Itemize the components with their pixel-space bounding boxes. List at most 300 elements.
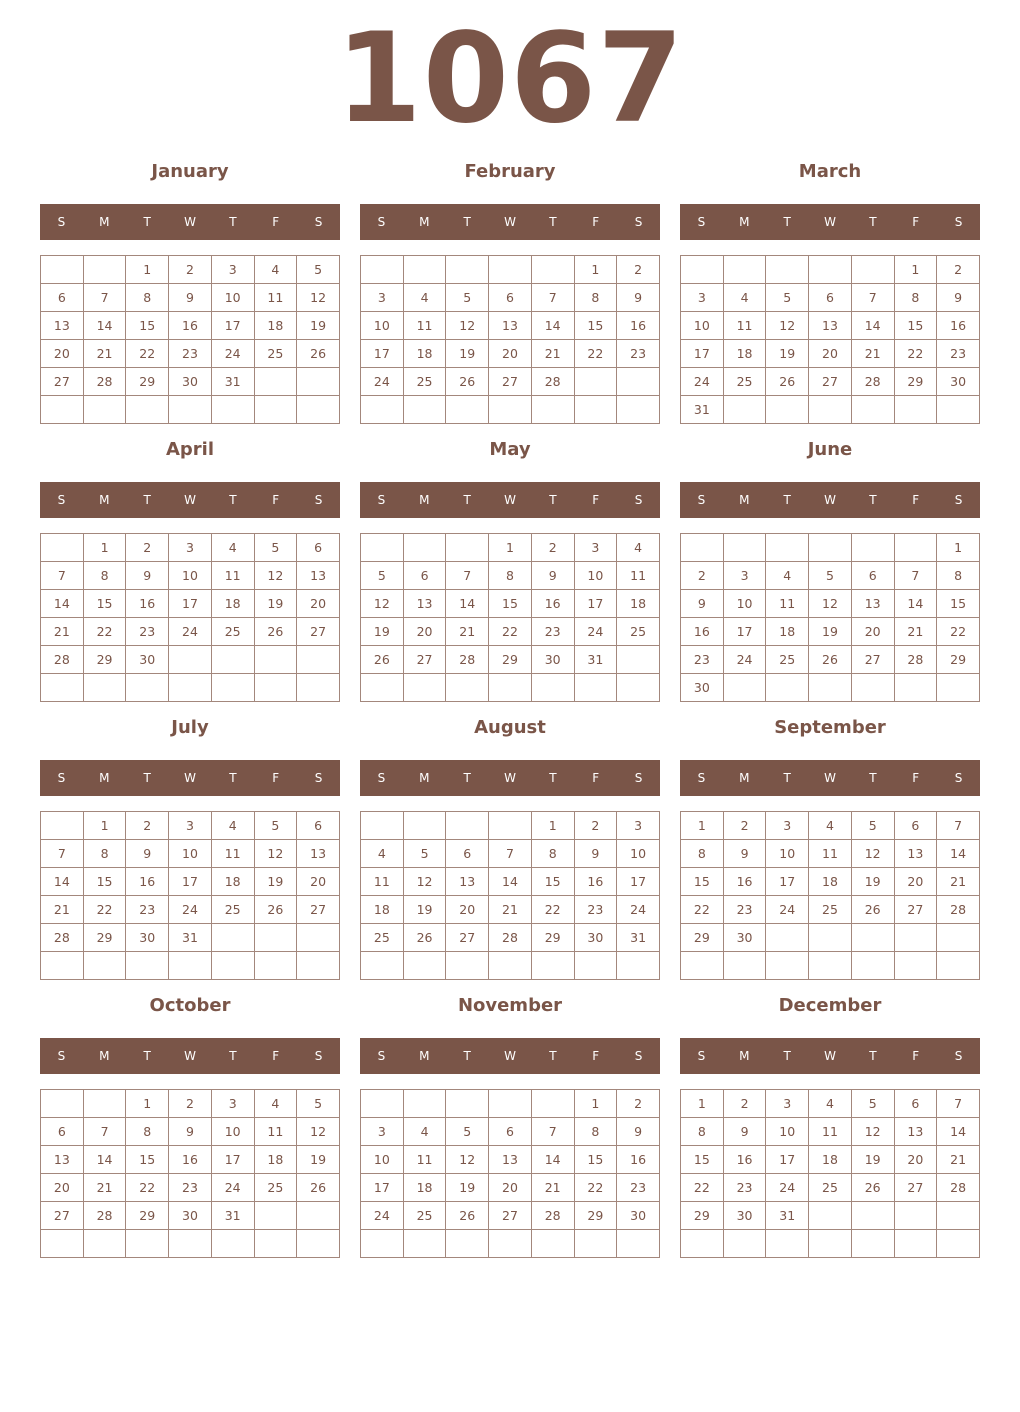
day-cell: 2 xyxy=(531,534,574,562)
day-cell xyxy=(446,674,489,702)
weekday-label: W xyxy=(184,215,196,229)
day-cell: 5 xyxy=(446,284,489,312)
day-cell xyxy=(41,396,84,424)
day-cell: 28 xyxy=(851,368,894,396)
day-cell xyxy=(41,952,84,980)
day-grid xyxy=(680,1089,980,1258)
week-row xyxy=(361,1202,660,1230)
week-row xyxy=(681,1174,980,1202)
day-cell: 17 xyxy=(766,1146,809,1174)
day-cell: 18 xyxy=(809,1146,852,1174)
day-cell: 12 xyxy=(809,590,852,618)
day-cell: 16 xyxy=(169,312,212,340)
day-cell: 20 xyxy=(894,1146,937,1174)
month-name: March xyxy=(798,161,862,182)
day-cell: 18 xyxy=(403,340,446,368)
day-cell xyxy=(126,674,169,702)
day-cell: 7 xyxy=(41,562,84,590)
day-cell xyxy=(254,1230,297,1258)
day-cell: 21 xyxy=(894,618,937,646)
day-cell: 15 xyxy=(83,868,126,896)
day-cell xyxy=(574,1230,617,1258)
weekday-label: S xyxy=(634,771,643,785)
weekday-header xyxy=(40,482,340,518)
week-row xyxy=(681,534,980,562)
day-cell: 14 xyxy=(531,312,574,340)
day-cell: 21 xyxy=(937,868,980,896)
weekday-label: W xyxy=(184,1049,196,1063)
day-cell: 2 xyxy=(937,256,980,284)
day-cell: 25 xyxy=(211,896,254,924)
weekday-label: W xyxy=(504,1049,516,1063)
day-grid xyxy=(360,255,660,424)
day-cell xyxy=(809,952,852,980)
week-row xyxy=(361,924,660,952)
day-cell xyxy=(809,534,852,562)
day-cell: 24 xyxy=(169,896,212,924)
weekday-label: T xyxy=(549,771,557,785)
day-cell xyxy=(937,674,980,702)
weekday-label: S xyxy=(954,493,963,507)
day-cell: 19 xyxy=(361,618,404,646)
weekday-label: T xyxy=(463,493,471,507)
weekday-label: F xyxy=(912,771,920,785)
day-cell xyxy=(254,368,297,396)
day-cell xyxy=(723,674,766,702)
day-cell: 19 xyxy=(851,868,894,896)
weekday-label: T xyxy=(229,493,237,507)
day-cell: 17 xyxy=(681,340,724,368)
day-cell: 15 xyxy=(681,868,724,896)
week-row xyxy=(41,868,340,896)
day-cell xyxy=(937,924,980,952)
day-cell: 22 xyxy=(681,896,724,924)
month-name: April xyxy=(165,439,215,460)
day-cell: 27 xyxy=(41,368,84,396)
weekday-label: S xyxy=(314,493,323,507)
day-cell: 11 xyxy=(403,1146,446,1174)
day-cell: 16 xyxy=(126,590,169,618)
day-grid xyxy=(40,1089,340,1258)
weekday-label: M xyxy=(99,771,110,785)
weekday-header xyxy=(360,482,660,518)
day-cell xyxy=(809,1230,852,1258)
day-cell: 5 xyxy=(254,534,297,562)
weekday-header xyxy=(40,1038,340,1074)
day-cell xyxy=(766,674,809,702)
day-cell: 5 xyxy=(851,812,894,840)
weekday-label: T xyxy=(143,1049,151,1063)
day-cell: 7 xyxy=(894,562,937,590)
day-cell: 31 xyxy=(766,1202,809,1230)
month-name: May xyxy=(489,439,531,460)
weekday-label: S xyxy=(377,493,386,507)
day-cell xyxy=(83,1090,126,1118)
day-cell xyxy=(297,368,340,396)
day-cell: 12 xyxy=(766,312,809,340)
day-cell: 9 xyxy=(723,840,766,868)
day-cell: 5 xyxy=(361,562,404,590)
day-cell: 10 xyxy=(211,1118,254,1146)
day-cell: 10 xyxy=(361,312,404,340)
day-cell: 31 xyxy=(574,646,617,674)
day-cell: 17 xyxy=(766,868,809,896)
day-cell: 4 xyxy=(211,534,254,562)
day-cell xyxy=(723,256,766,284)
day-cell xyxy=(254,674,297,702)
day-cell xyxy=(531,256,574,284)
weekday-label: S xyxy=(954,771,963,785)
day-cell: 12 xyxy=(446,312,489,340)
day-cell: 25 xyxy=(361,924,404,952)
day-cell xyxy=(254,1202,297,1230)
day-cell: 30 xyxy=(531,646,574,674)
day-cell: 17 xyxy=(361,1174,404,1202)
weekday-label: S xyxy=(377,1049,386,1063)
day-cell: 6 xyxy=(809,284,852,312)
day-cell: 9 xyxy=(681,590,724,618)
day-cell xyxy=(403,674,446,702)
day-cell: 12 xyxy=(851,1118,894,1146)
day-cell xyxy=(211,646,254,674)
day-cell: 16 xyxy=(723,1146,766,1174)
day-cell xyxy=(489,1230,532,1258)
month-name: June xyxy=(807,439,853,460)
day-cell: 16 xyxy=(617,312,660,340)
day-cell xyxy=(723,396,766,424)
day-cell: 28 xyxy=(446,646,489,674)
week-row xyxy=(681,812,980,840)
day-cell: 4 xyxy=(809,1090,852,1118)
weekday-label: W xyxy=(504,771,516,785)
day-cell: 30 xyxy=(937,368,980,396)
weekday-label: T xyxy=(869,1049,877,1063)
day-cell: 3 xyxy=(723,562,766,590)
day-cell xyxy=(83,952,126,980)
weekday-label: M xyxy=(739,1049,750,1063)
day-cell: 14 xyxy=(446,590,489,618)
day-cell: 21 xyxy=(531,1174,574,1202)
day-cell xyxy=(297,1230,340,1258)
weekday-label: T xyxy=(783,771,791,785)
day-cell: 1 xyxy=(126,1090,169,1118)
day-cell: 29 xyxy=(574,1202,617,1230)
day-cell: 31 xyxy=(169,924,212,952)
day-cell: 19 xyxy=(809,618,852,646)
day-cell: 6 xyxy=(894,1090,937,1118)
weekday-label: S xyxy=(314,215,323,229)
day-cell xyxy=(617,396,660,424)
day-cell: 2 xyxy=(681,562,724,590)
day-cell: 5 xyxy=(446,1118,489,1146)
weekday-label: W xyxy=(824,1049,836,1063)
weekday-label: T xyxy=(869,493,877,507)
weekday-label: S xyxy=(57,771,66,785)
day-cell: 8 xyxy=(681,1118,724,1146)
day-cell: 24 xyxy=(211,1174,254,1202)
day-cell: 26 xyxy=(254,618,297,646)
day-cell xyxy=(531,396,574,424)
day-cell: 6 xyxy=(489,1118,532,1146)
day-cell: 19 xyxy=(446,1174,489,1202)
week-row xyxy=(41,618,340,646)
day-cell: 29 xyxy=(681,1202,724,1230)
week-row xyxy=(681,256,980,284)
week-row xyxy=(41,256,340,284)
day-grid xyxy=(680,255,980,424)
month-name: August xyxy=(474,717,546,738)
week-row xyxy=(41,840,340,868)
day-cell: 18 xyxy=(211,868,254,896)
day-cell xyxy=(723,952,766,980)
day-cell xyxy=(489,952,532,980)
day-cell xyxy=(446,812,489,840)
day-cell: 23 xyxy=(937,340,980,368)
day-cell xyxy=(894,952,937,980)
day-cell: 18 xyxy=(254,1146,297,1174)
day-cell: 24 xyxy=(723,646,766,674)
day-cell: 26 xyxy=(446,1202,489,1230)
day-cell: 18 xyxy=(766,618,809,646)
day-cell: 15 xyxy=(531,868,574,896)
day-cell: 29 xyxy=(126,368,169,396)
weekday-label: M xyxy=(419,493,430,507)
day-cell xyxy=(681,256,724,284)
day-cell: 26 xyxy=(809,646,852,674)
day-cell: 29 xyxy=(126,1202,169,1230)
day-cell: 22 xyxy=(489,618,532,646)
weekday-label: T xyxy=(463,771,471,785)
day-cell: 31 xyxy=(211,368,254,396)
weekday-label: F xyxy=(272,1049,280,1063)
weekday-label: T xyxy=(783,1049,791,1063)
day-cell: 29 xyxy=(681,924,724,952)
day-cell xyxy=(126,1230,169,1258)
day-cell xyxy=(617,368,660,396)
day-cell xyxy=(83,256,126,284)
day-cell: 9 xyxy=(126,840,169,868)
week-row xyxy=(361,368,660,396)
day-cell xyxy=(937,1202,980,1230)
week-row xyxy=(681,924,980,952)
day-cell: 10 xyxy=(766,840,809,868)
week-row xyxy=(361,952,660,980)
day-grid xyxy=(360,811,660,980)
day-cell xyxy=(809,256,852,284)
day-cell: 28 xyxy=(531,368,574,396)
day-cell: 12 xyxy=(297,284,340,312)
day-cell: 4 xyxy=(403,1118,446,1146)
day-cell: 6 xyxy=(489,284,532,312)
day-cell xyxy=(361,1230,404,1258)
day-cell xyxy=(361,812,404,840)
day-cell xyxy=(894,1230,937,1258)
day-cell: 5 xyxy=(254,812,297,840)
day-cell: 17 xyxy=(723,618,766,646)
day-cell: 7 xyxy=(83,284,126,312)
day-cell: 11 xyxy=(211,840,254,868)
day-cell: 23 xyxy=(169,1174,212,1202)
day-cell xyxy=(574,368,617,396)
day-cell xyxy=(403,812,446,840)
day-grid xyxy=(680,811,980,980)
day-cell: 24 xyxy=(766,1174,809,1202)
day-cell: 17 xyxy=(574,590,617,618)
day-cell: 30 xyxy=(126,924,169,952)
day-cell: 15 xyxy=(83,590,126,618)
weekday-label: F xyxy=(592,215,600,229)
week-row xyxy=(361,312,660,340)
week-row xyxy=(41,1090,340,1118)
week-row xyxy=(681,868,980,896)
day-cell: 7 xyxy=(83,1118,126,1146)
day-cell: 11 xyxy=(403,312,446,340)
day-cell: 1 xyxy=(574,1090,617,1118)
day-cell xyxy=(574,952,617,980)
week-row xyxy=(681,340,980,368)
week-row xyxy=(41,1202,340,1230)
day-cell: 21 xyxy=(446,618,489,646)
day-cell: 14 xyxy=(489,868,532,896)
day-cell xyxy=(851,952,894,980)
week-row xyxy=(681,312,980,340)
day-cell: 22 xyxy=(574,1174,617,1202)
day-cell: 15 xyxy=(126,1146,169,1174)
day-cell: 29 xyxy=(937,646,980,674)
day-cell xyxy=(361,674,404,702)
day-cell: 29 xyxy=(83,646,126,674)
week-row xyxy=(361,1090,660,1118)
week-row xyxy=(361,868,660,896)
day-cell xyxy=(403,534,446,562)
day-cell: 27 xyxy=(894,1174,937,1202)
day-cell xyxy=(403,952,446,980)
day-cell: 20 xyxy=(851,618,894,646)
day-cell: 17 xyxy=(169,868,212,896)
day-cell xyxy=(83,1230,126,1258)
day-cell xyxy=(41,534,84,562)
day-cell xyxy=(41,1230,84,1258)
day-cell: 5 xyxy=(403,840,446,868)
day-cell: 13 xyxy=(403,590,446,618)
weekday-label: W xyxy=(184,493,196,507)
day-cell xyxy=(211,396,254,424)
day-cell xyxy=(83,396,126,424)
day-cell: 21 xyxy=(41,618,84,646)
day-cell: 25 xyxy=(254,1174,297,1202)
day-cell: 14 xyxy=(83,1146,126,1174)
day-cell: 22 xyxy=(126,1174,169,1202)
day-cell: 17 xyxy=(361,340,404,368)
month-name: December xyxy=(778,995,882,1016)
weekday-label: T xyxy=(869,771,877,785)
day-cell: 21 xyxy=(851,340,894,368)
day-cell xyxy=(169,952,212,980)
day-cell: 14 xyxy=(83,312,126,340)
day-cell xyxy=(489,396,532,424)
day-cell: 24 xyxy=(766,896,809,924)
weekday-label: W xyxy=(504,493,516,507)
day-cell: 5 xyxy=(297,1090,340,1118)
weekday-label: T xyxy=(229,771,237,785)
week-row xyxy=(681,618,980,646)
week-row xyxy=(361,618,660,646)
day-cell: 6 xyxy=(446,840,489,868)
weekday-header xyxy=(360,1038,660,1074)
week-row xyxy=(681,368,980,396)
day-cell: 12 xyxy=(297,1118,340,1146)
day-cell: 9 xyxy=(169,1118,212,1146)
week-row xyxy=(361,284,660,312)
week-row xyxy=(41,340,340,368)
day-cell: 1 xyxy=(574,256,617,284)
day-cell: 28 xyxy=(489,924,532,952)
weekday-label: F xyxy=(592,493,600,507)
day-cell: 30 xyxy=(681,674,724,702)
day-cell: 28 xyxy=(937,1174,980,1202)
day-cell: 7 xyxy=(851,284,894,312)
day-cell xyxy=(766,396,809,424)
week-row xyxy=(41,284,340,312)
day-cell: 10 xyxy=(766,1118,809,1146)
day-cell: 12 xyxy=(361,590,404,618)
day-cell xyxy=(211,1230,254,1258)
day-cell: 30 xyxy=(169,368,212,396)
week-row xyxy=(41,590,340,618)
day-cell xyxy=(169,1230,212,1258)
week-row xyxy=(681,896,980,924)
weekday-label: F xyxy=(912,1049,920,1063)
day-cell: 5 xyxy=(809,562,852,590)
day-cell: 22 xyxy=(894,340,937,368)
weekday-label: S xyxy=(697,771,706,785)
day-cell: 26 xyxy=(446,368,489,396)
day-cell: 15 xyxy=(937,590,980,618)
day-cell: 1 xyxy=(681,812,724,840)
day-cell xyxy=(574,396,617,424)
month-name: July xyxy=(171,717,209,738)
weekday-label: M xyxy=(99,215,110,229)
day-cell: 1 xyxy=(894,256,937,284)
day-cell xyxy=(489,1090,532,1118)
day-cell: 18 xyxy=(361,896,404,924)
week-row xyxy=(361,812,660,840)
weekday-label: M xyxy=(739,771,750,785)
week-row xyxy=(361,674,660,702)
weekday-label: S xyxy=(697,1049,706,1063)
weekday-label: S xyxy=(377,215,386,229)
day-cell xyxy=(169,396,212,424)
day-cell xyxy=(41,256,84,284)
day-cell xyxy=(126,396,169,424)
weekday-label: M xyxy=(739,493,750,507)
month-name: November xyxy=(457,995,563,1016)
week-row xyxy=(41,368,340,396)
day-cell: 13 xyxy=(446,868,489,896)
weekday-label: S xyxy=(634,493,643,507)
day-cell: 2 xyxy=(126,534,169,562)
day-cell xyxy=(681,1230,724,1258)
day-cell xyxy=(766,952,809,980)
day-cell: 28 xyxy=(937,896,980,924)
day-cell xyxy=(531,1090,574,1118)
day-grid xyxy=(680,533,980,702)
week-row xyxy=(41,312,340,340)
day-cell xyxy=(446,256,489,284)
day-cell: 8 xyxy=(126,284,169,312)
day-cell: 9 xyxy=(937,284,980,312)
week-row xyxy=(361,646,660,674)
